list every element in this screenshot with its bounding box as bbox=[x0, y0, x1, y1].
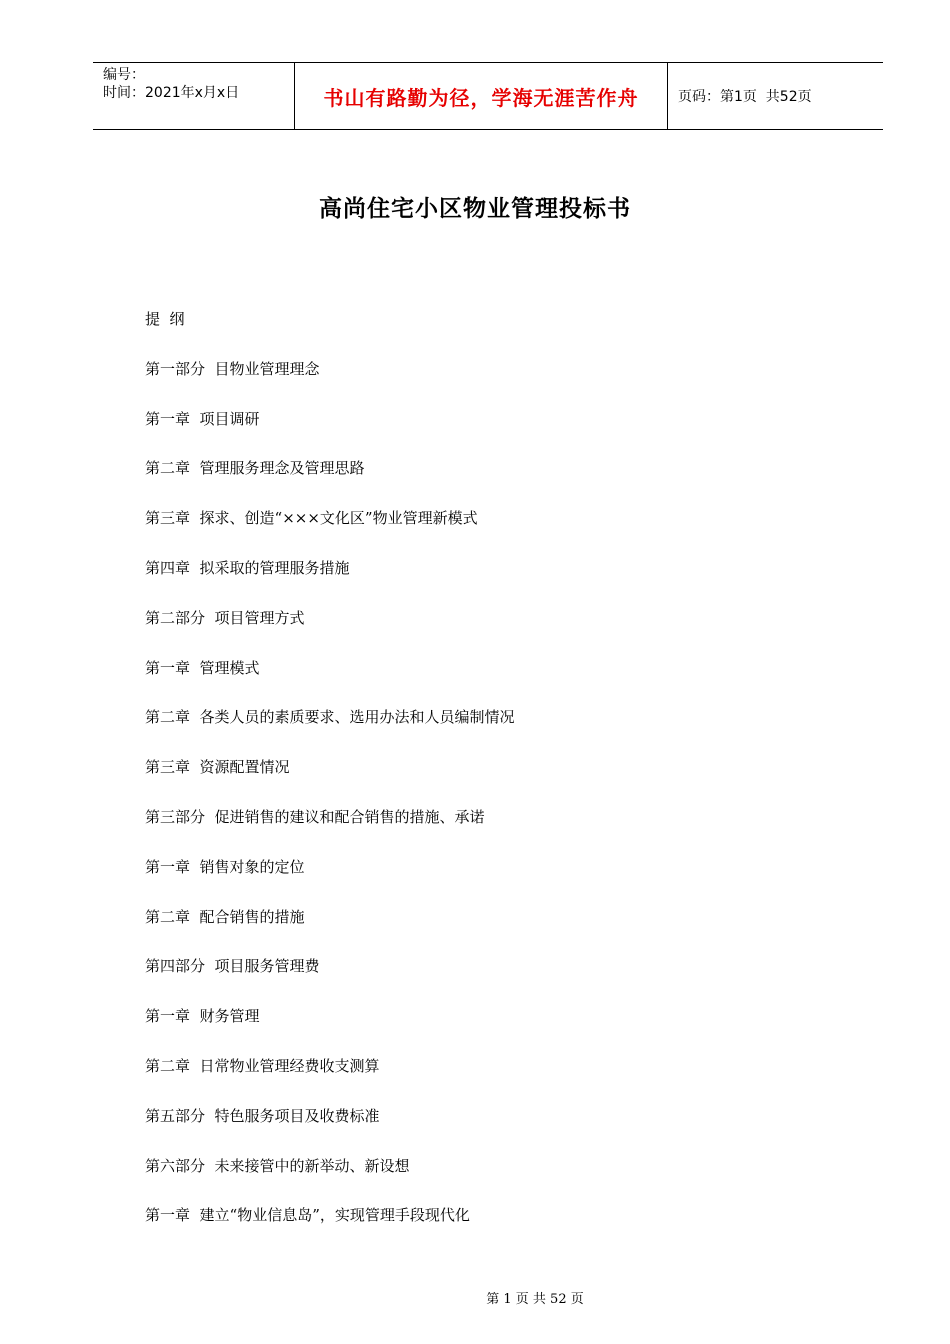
number-label: 编号： bbox=[103, 67, 145, 83]
toc-item: 第一章 建立“物业信息岛”，实现管理手段现代化 bbox=[145, 1206, 470, 1225]
toc-item: 第五部分 特色服务项目及收费标准 bbox=[145, 1106, 380, 1125]
toc-item: 第三章 资源配置情况 bbox=[145, 758, 290, 777]
toc-item: 第一章 销售对象的定位 bbox=[145, 857, 305, 876]
toc-item: 第一章 管理模式 bbox=[145, 658, 260, 677]
table-of-contents bbox=[145, 308, 515, 1254]
header-motto: 书山有路勤为径，学海无涯苦作舟 bbox=[323, 85, 639, 110]
document-title: 高尚住宅小区物业管理投标书 bbox=[319, 196, 631, 222]
toc-item: 第二章 配合销售的措施 bbox=[145, 907, 305, 926]
toc-item: 第一部分 目物业管理理念 bbox=[145, 359, 320, 378]
toc-item: 第三部分 促进销售的建议和配合销售的措施、承诺 bbox=[145, 807, 485, 826]
toc-item: 第六部分 未来接管中的新举动、新设想 bbox=[145, 1156, 410, 1175]
toc-item: 第四部分 项目服务管理费 bbox=[145, 957, 320, 976]
header-page-label: 页码：第1页 共52页 bbox=[678, 89, 812, 105]
page-header bbox=[93, 62, 883, 130]
header-meta bbox=[93, 63, 294, 129]
toc-item: 第四章 拟采取的管理服务措施 bbox=[145, 558, 350, 577]
page-footer: 第 1 页 共 52 页 bbox=[486, 1292, 584, 1307]
toc-item: 第一章 财务管理 bbox=[145, 1007, 260, 1026]
toc-item: 第二章 各类人员的素质要求、选用办法和人员编制情况 bbox=[145, 708, 515, 727]
time-label: 时间：2021年x月x日 bbox=[103, 85, 240, 101]
header-motto-cell bbox=[294, 63, 668, 129]
toc-item: 第二章 日常物业管理经费收支测算 bbox=[145, 1056, 380, 1075]
toc-item: 提 纲 bbox=[145, 310, 185, 328]
toc-item: 第三章 探求、创造“×××文化区”物业管理新模式 bbox=[145, 509, 478, 528]
toc-item: 第一章 项目调研 bbox=[145, 409, 260, 428]
toc-item: 第二部分 项目管理方式 bbox=[145, 608, 305, 627]
toc-item: 第二章 管理服务理念及管理思路 bbox=[145, 459, 365, 478]
